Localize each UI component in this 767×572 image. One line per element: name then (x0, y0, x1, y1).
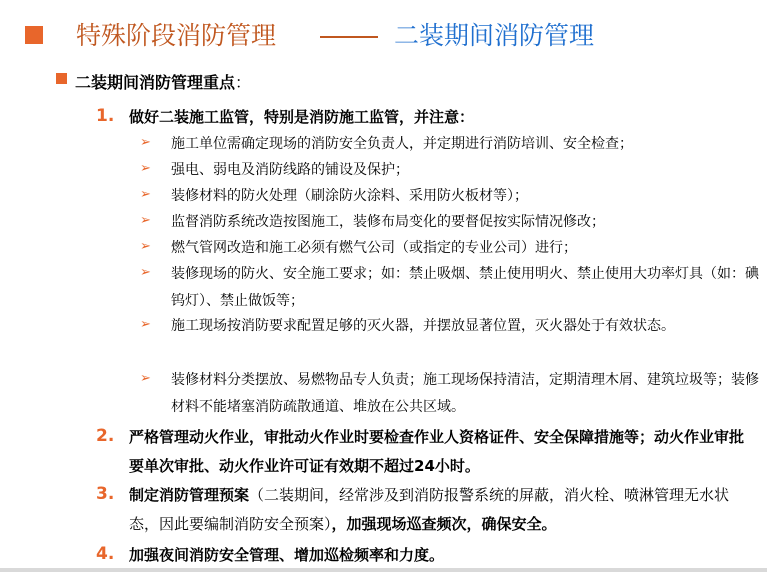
arrow-right-icon: ➢ (140, 187, 151, 202)
item-text: 做好二装施工监管，特别是消防施工监管，并注意： (129, 108, 475, 126)
sub-item-text: 强电、弱电及消防线路的铺设及保护； (171, 162, 409, 178)
slide-title-bar (0, 0, 767, 62)
orange-square-icon (56, 73, 67, 84)
item-text-bold: 制定消防管理预案 (129, 486, 250, 504)
section-heading-text: 二装期间消防管理重点 (75, 73, 236, 92)
item-text (129, 481, 754, 539)
arrow-right-icon: ➢ (140, 317, 151, 332)
sub-item-text: 施工单位需确定现场的消防安全负责人，并定期进行消防培训、安全检查； (171, 136, 633, 152)
arrow-right-icon: ➢ (140, 239, 151, 254)
arrow-right-icon: ➢ (140, 265, 151, 280)
sub-item-text: 装修现场的防火、安全施工要求；如：禁止吸烟、禁止使用明火、禁止使用大功率灯具（如：碘钨灯）、禁止做饭等； (171, 266, 759, 309)
section-heading-colon: ： (235, 73, 252, 92)
sub-item-text: 施工现场按消防要求配置足够的灭火器，并摆放显著位置，灭火器处于有效状态。 (171, 318, 675, 334)
title-square-icon (25, 26, 43, 44)
sub-item-text: 燃气管网改造和施工必须有燃气公司（或指定的专业公司）进行； (171, 240, 577, 256)
slide-title: 特殊阶段消防管理 (76, 21, 277, 50)
footer-divider (0, 568, 767, 572)
item-text-bold: ，加强现场巡查频次，确保安全。 (331, 515, 557, 533)
sub-item-text: 监督消防系统改造按图施工，装修布局变化的要督促按实际情况修改； (171, 214, 605, 230)
sub-item-text: 装修材料分类摆放、易燃物品专人负责；施工现场保持清洁，定期清理木屑、建筑垃圾等；装修材料不能堵塞消防疏散通道、堆放在公共区域。 (171, 372, 759, 415)
item-text: 严格管理动火作业，审批动火作业时要检查作业人资格证件、安全保障措施等；动火作业审批要单次审批、动火作业许可证有效期不超过24小时。 (129, 428, 745, 475)
item-number: 1. (96, 106, 115, 126)
item-number: 4. (96, 544, 115, 564)
arrow-right-icon: ➢ (140, 135, 151, 150)
item-text-normal: （二装期间，经常涉及到消防报警系统的屏蔽，消火栓、喷淋管理无水状态，因此要编制消防安全预案） (129, 486, 730, 533)
sub-item-text: 装修材料的防火处理（刷涂防火涂料、采用防火板材等）； (171, 188, 528, 204)
item-text: 加强夜间消防安全管理、增加巡检频率和力度。 (129, 546, 445, 564)
item-number: 2. (96, 426, 115, 446)
arrow-right-icon: ➢ (140, 371, 151, 386)
arrow-right-icon: ➢ (140, 213, 151, 228)
section-heading (75, 70, 251, 93)
arrow-right-icon: ➢ (140, 161, 151, 176)
title-dash-divider (320, 36, 378, 38)
item-number: 3. (96, 484, 115, 504)
slide-subtitle: 二装期间消防管理 (394, 21, 595, 50)
